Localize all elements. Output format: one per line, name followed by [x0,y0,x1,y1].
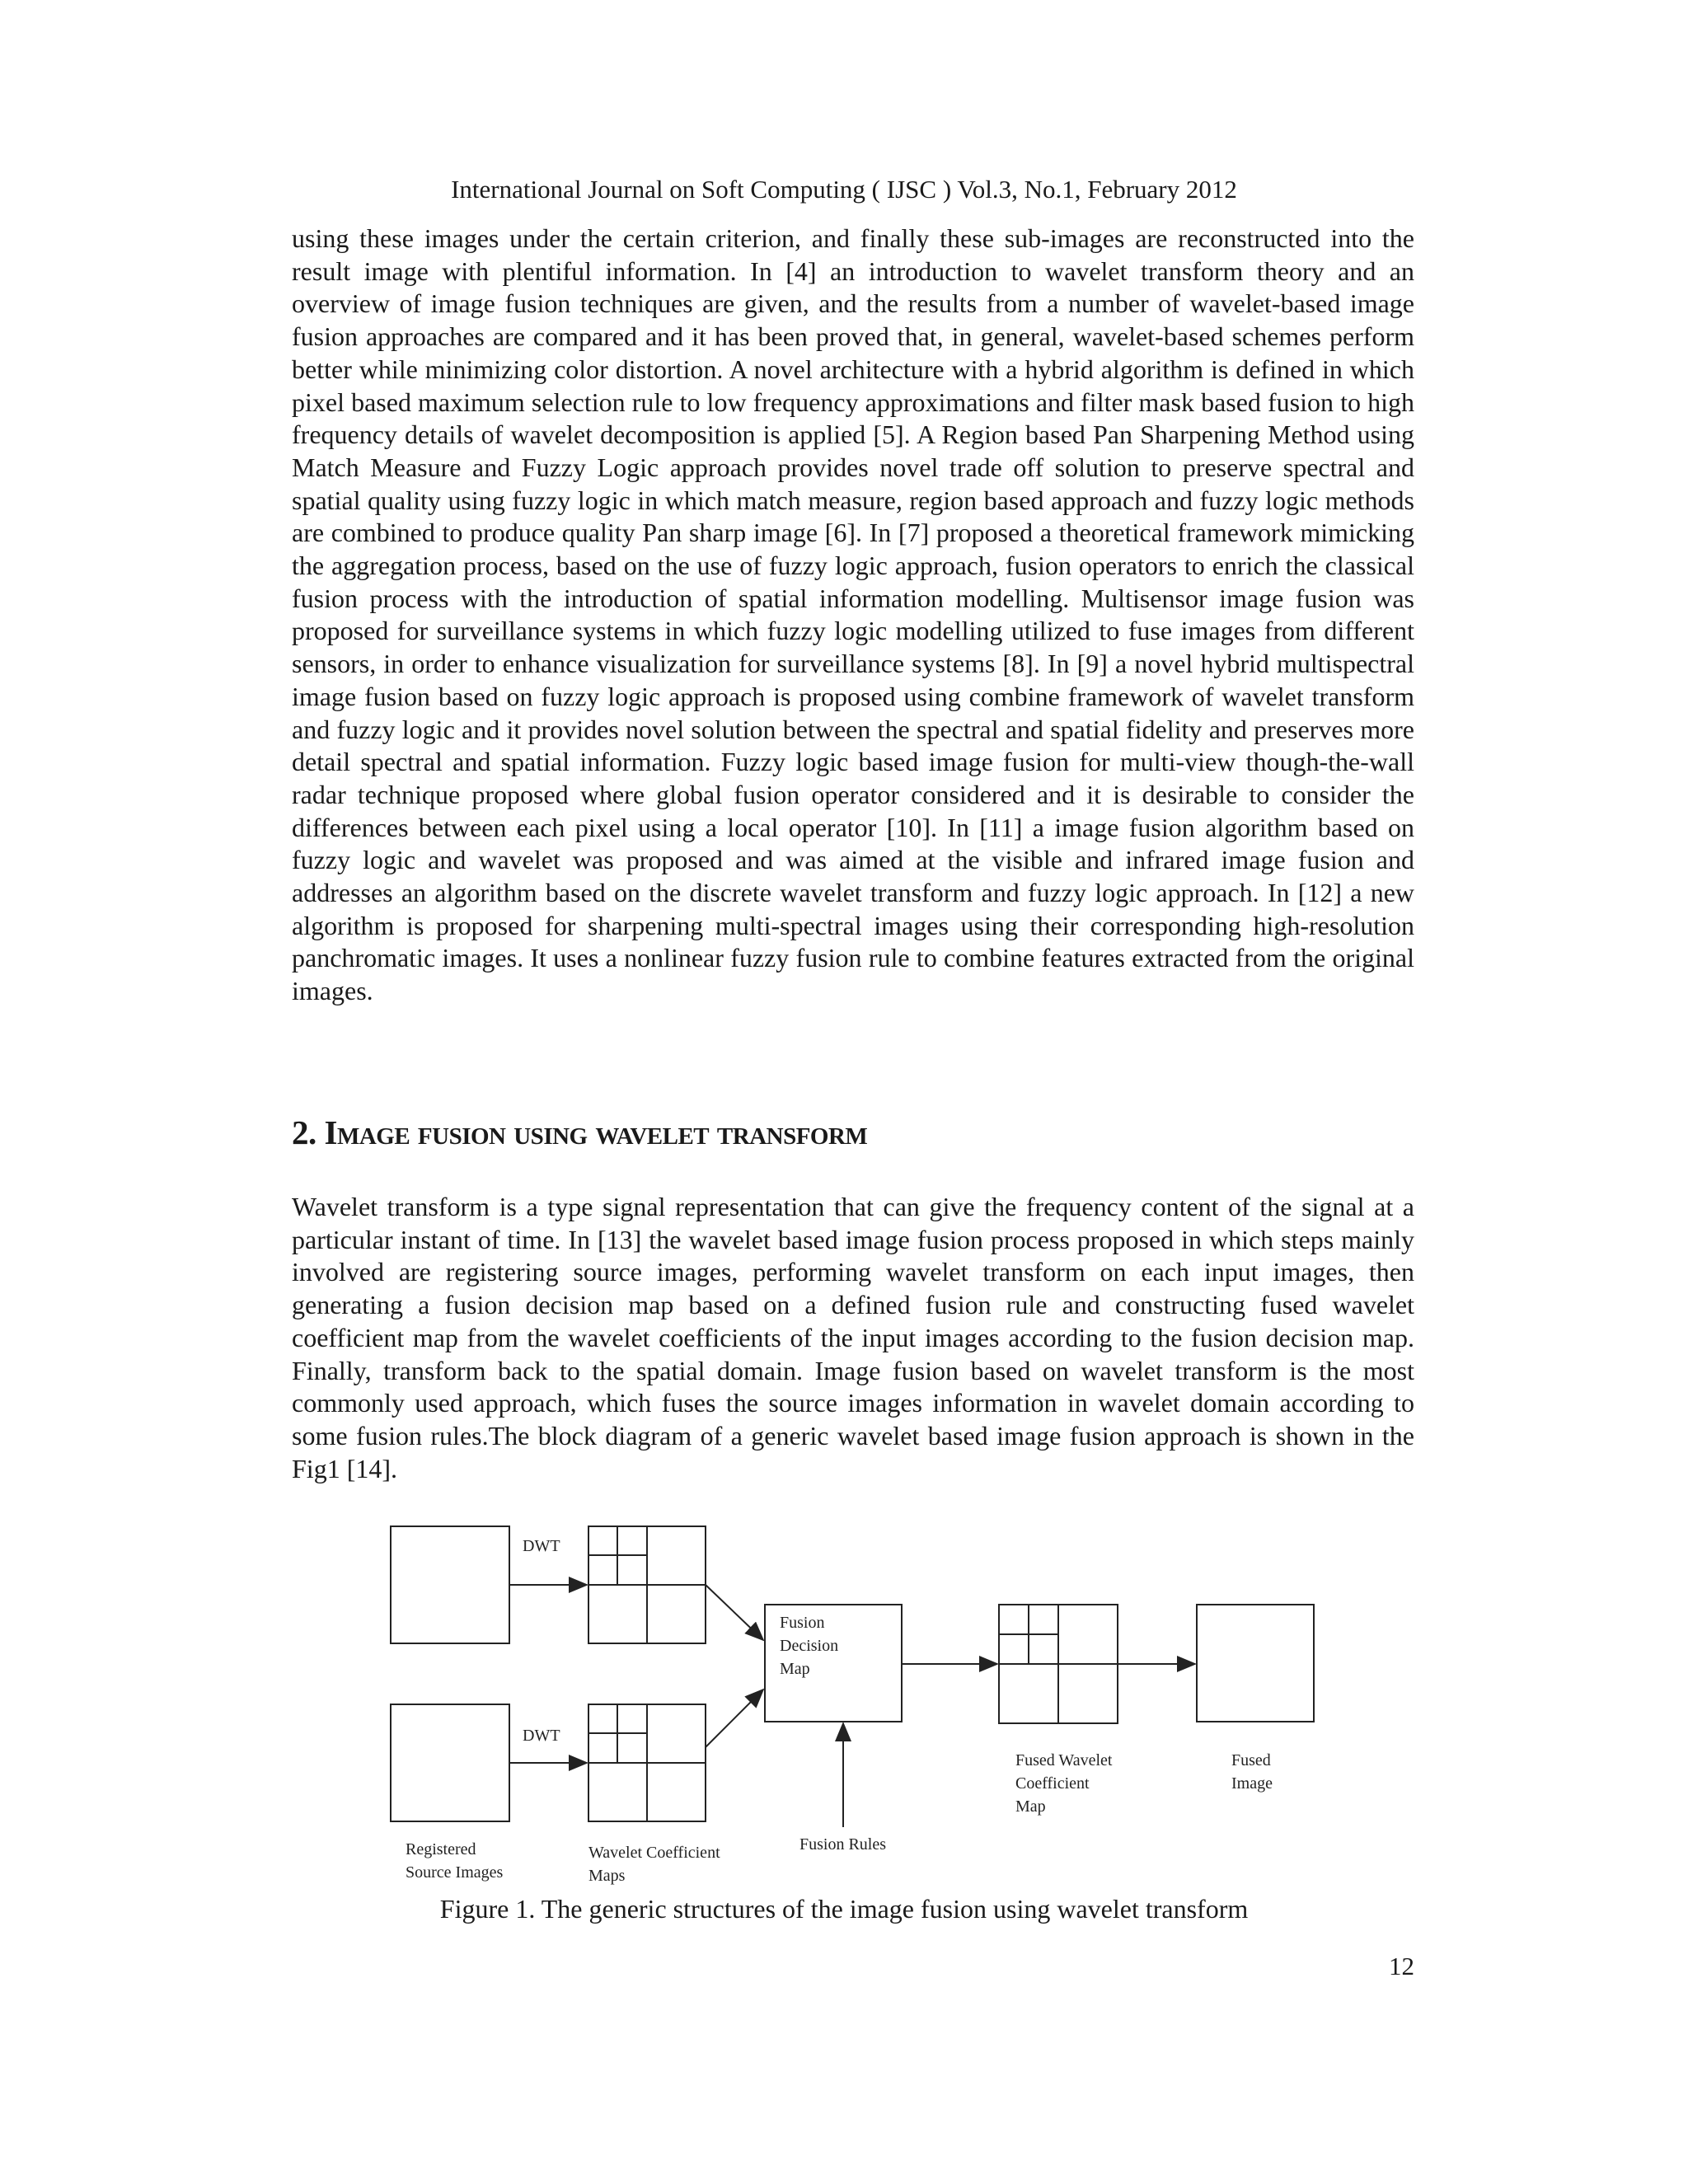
fused-wavelet-map [999,1605,1118,1723]
fused-wavelet-label-2: Coefficient [1015,1774,1090,1793]
section-title: Image fusion using wavelet transform [324,1113,868,1151]
fused-wavelet-label-1: Fused Wavelet [1015,1751,1113,1769]
wavelet-maps-label-1: Wavelet Coefficient [588,1844,720,1862]
wavelet-map-2 [588,1704,706,1821]
arrow-map2-to-decision [706,1690,763,1747]
section-2-heading [292,1113,867,1152]
wavelet-map-1 [588,1526,706,1643]
registered-label-2: Source Images [406,1863,504,1882]
figure-caption: Figure 1. The generic structures of the image fusion using wavelet transform [439,1894,1249,1924]
source-image-1 [391,1526,509,1643]
dwt-label-top: DWT [523,1537,560,1555]
arrow-map1-to-decision [706,1585,763,1640]
wavelet-maps-label-2: Maps [588,1867,626,1885]
page-number: 12 [1389,1952,1414,1980]
fused-image-box [1197,1605,1314,1722]
fused-image-label-2: Image [1231,1774,1273,1793]
registered-label-1: Registered [406,1840,476,1858]
fusion-rules-label: Fusion Rules [799,1835,887,1854]
intro-paragraph: using these images under the certain criterion, and finally these sub-images are reconstructed into the result image with plentiful information. In [4] an introduction to wavelet transform theory and an overview of image fusion techniques are given, and the results from a number of wavelet-based image fusion approaches are compared and it has been proved that, in general, wavelet-based schemes perform better while minimizing color distortion. A novel architecture with a hybrid algorithm is defined in which pixel based maximum selection rule to low frequency approximations and filter mask based fusion to high frequency details of wavelet decomposition is applied [5]. A Region based Pan Sharpening Method using Match Measure and Fuzzy Logic approach provides novel trade off solution to preserve spectral and spatial quality using fuzzy logic in which match measure, region based approach and fuzzy logic methods are combined to produce quality Pan sharp image [6]. In [7] proposed a theoretical framework mimicking the aggregation process, based on the use of fuzzy logic approach, fusion operators to enrich the classical fusion process with the introduction of spatial information modelling. Multisensor image fusion was proposed for surveillance systems in which fuzzy logic modelling utilized to fuse images from different sensors, in order to enhance visualization for surveillance systems [8]. In [9] a novel hybrid multispectral image fusion based on fuzzy logic approach is proposed using combine framework of wavelet transform and fuzzy logic and it provides novel solution between the spectral and spatial fidelity and preserves more detail spectral and spatial information. Fuzzy logic based image fusion for multi-view though-the-wall radar technique proposed where global fusion operator considered and it is desirable to consider the differences between each pixel using a local operator [10]. In [11] a image fusion algorithm based on fuzzy logic and wavelet was proposed and was aimed at the visible and infrared image fusion and addresses an algorithm based on the discrete wavelet transform and fuzzy logic approach. In [12] a new algorithm is proposed for sharpening multi-spectral images using their corresponding high-resolution panchromatic images. It uses a nonlinear fuzzy fusion rule to combine features extracted from the original images. [292,223,1414,1006]
section-2-paragraph: Wavelet transform is a type signal representation that can give the frequency content of the signal at a particular instant of time. In [13] the wavelet based image fusion process proposed in which steps mainly involved are registering source images, performing wavelet transform on each input images, then generating a fusion decision map based on a defined fusion rule and constructing fused wavelet coefficient map from the wavelet coefficients of the input images according to the fusion decision map. Finally, transform back to the spatial domain. Image fusion based on wavelet transform is the most commonly used approach, which fuses the source images information in wavelet domain according to some fusion rules.The block diagram of a generic wavelet based image fusion approach is shown in the Fig1 [14]. [292,1192,1414,1483]
dwt-label-bottom: DWT [523,1727,560,1745]
wavelet-fusion-diagram [379,1516,1327,1896]
decision-map-label-1: Fusion [780,1614,825,1632]
section-number: 2. [292,1113,316,1151]
fused-wavelet-label-3: Map [1015,1797,1046,1816]
fused-image-label-1: Fused [1231,1751,1271,1769]
source-image-2 [391,1704,509,1821]
running-header: International Journal on Soft Computing ( IJSC ) Vol.3, No.1, February 2012 [451,175,1237,204]
decision-map-label-2: Decision [780,1637,839,1655]
decision-map-label-3: Map [780,1660,810,1678]
